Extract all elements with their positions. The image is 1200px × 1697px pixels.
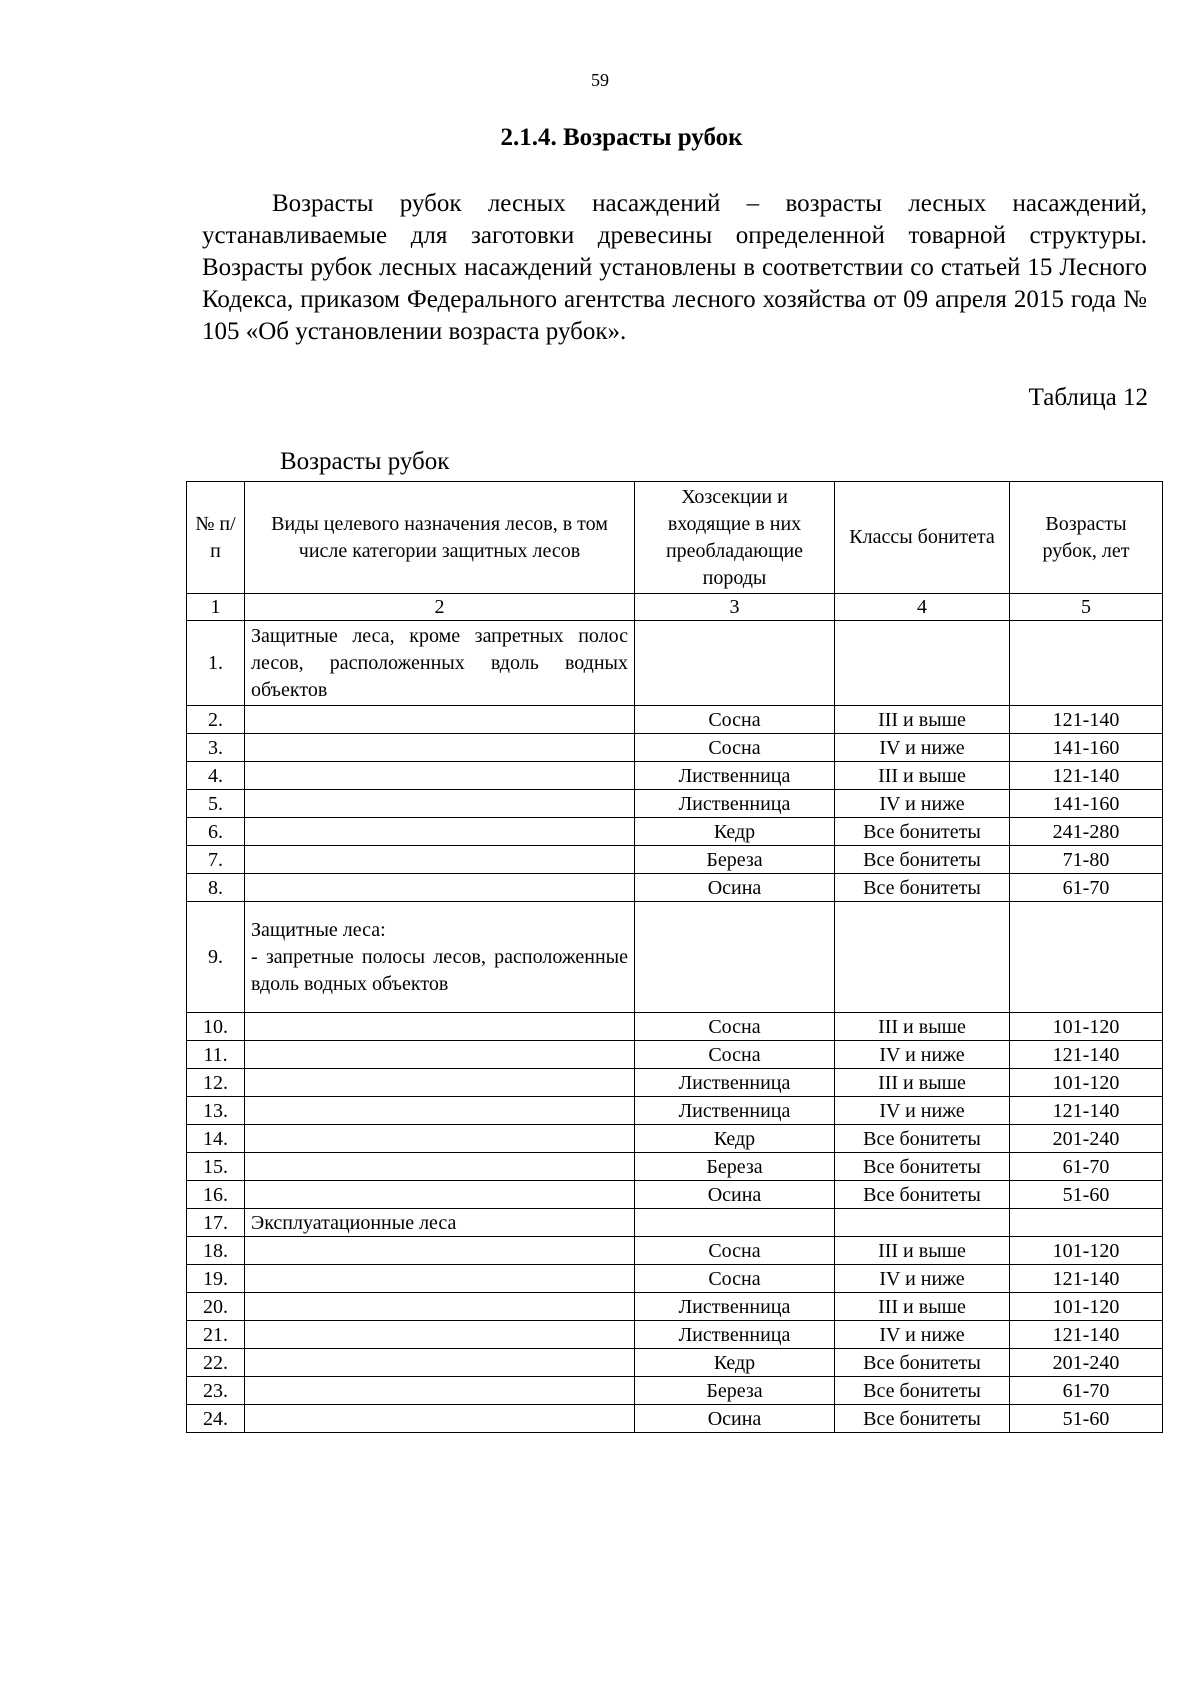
empty-cell — [245, 706, 635, 734]
site-class-cell: III и выше — [835, 1237, 1010, 1265]
table-number: Таблица 12 — [1028, 384, 1148, 411]
cutting-age-cell: 141-160 — [1010, 734, 1163, 762]
cutting-age-cell: 121-140 — [1010, 1321, 1163, 1349]
forest-purpose-cell: Эксплуатационные леса — [245, 1209, 635, 1237]
row-number: 20. — [187, 1293, 245, 1321]
header-site-class: Классы бонитета — [835, 482, 1010, 594]
table-row-group — [187, 621, 1163, 706]
empty-cell — [245, 1041, 635, 1069]
forest-purpose-text: Защитные леса, кроме запретных полос лесов, расположенных вдоль водных объектов — [251, 624, 628, 701]
empty-cell — [245, 1237, 635, 1265]
cutting-age-cell: 121-140 — [1010, 1041, 1163, 1069]
row-number: 24. — [187, 1405, 245, 1433]
row-number: 12. — [187, 1069, 245, 1097]
row-number: 19. — [187, 1265, 245, 1293]
species-cell: Лиственница — [635, 1069, 835, 1097]
cutting-age-cell: 121-140 — [1010, 1097, 1163, 1125]
row-number: 17. — [187, 1209, 245, 1237]
empty-cell — [245, 818, 635, 846]
site-class-cell: Все бонитеты — [835, 818, 1010, 846]
site-class-cell: Все бонитеты — [835, 1181, 1010, 1209]
row-number: 9. — [187, 902, 245, 1013]
site-class-cell: III и выше — [835, 1013, 1010, 1041]
cutting-ages-table — [186, 481, 1163, 1433]
cutting-age-cell: 101-120 — [1010, 1013, 1163, 1041]
species-cell: Сосна — [635, 1013, 835, 1041]
species-cell: Береза — [635, 1377, 835, 1405]
table-row — [187, 706, 1163, 734]
cutting-age-cell: 101-120 — [1010, 1293, 1163, 1321]
table-row — [187, 1125, 1163, 1153]
empty-cell — [835, 621, 1010, 706]
row-number: 7. — [187, 846, 245, 874]
cutting-age-cell: 201-240 — [1010, 1125, 1163, 1153]
species-cell: Сосна — [635, 1041, 835, 1069]
species-cell: Сосна — [635, 734, 835, 762]
empty-cell — [635, 621, 835, 706]
empty-cell — [1010, 902, 1163, 1013]
site-class-cell: IV и ниже — [835, 1321, 1010, 1349]
empty-cell — [245, 734, 635, 762]
table-row — [187, 1293, 1163, 1321]
header-species-section: Хозсекции и входящие в них преобладающие породы — [635, 482, 835, 594]
cutting-age-cell: 201-240 — [1010, 1349, 1163, 1377]
row-number: 15. — [187, 1153, 245, 1181]
cutting-age-cell: 61-70 — [1010, 1153, 1163, 1181]
forest-purpose-cell — [245, 902, 635, 1013]
species-cell: Осина — [635, 874, 835, 902]
empty-cell — [635, 1209, 835, 1237]
section-title: 2.1.4. Возрасты рубок — [500, 124, 743, 151]
species-cell: Сосна — [635, 706, 835, 734]
site-class-cell: Все бонитеты — [835, 1125, 1010, 1153]
row-number: 4. — [187, 762, 245, 790]
column-number: 2 — [245, 594, 635, 621]
table-row — [187, 1097, 1163, 1125]
empty-cell — [1010, 621, 1163, 706]
cutting-age-cell: 121-140 — [1010, 706, 1163, 734]
row-number: 11. — [187, 1041, 245, 1069]
row-number: 10. — [187, 1013, 245, 1041]
table-row — [187, 874, 1163, 902]
forest-purpose-subtext: - запретные полосы лесов, расположенные вдоль водных объектов — [251, 945, 628, 995]
row-number: 23. — [187, 1377, 245, 1405]
table-row — [187, 1349, 1163, 1377]
species-cell: Береза — [635, 1153, 835, 1181]
site-class-cell: IV и ниже — [835, 734, 1010, 762]
site-class-cell: Все бонитеты — [835, 1349, 1010, 1377]
site-class-cell: IV и ниже — [835, 1265, 1010, 1293]
site-class-cell: Все бонитеты — [835, 846, 1010, 874]
empty-cell — [245, 1069, 635, 1097]
table-row — [187, 1405, 1163, 1433]
column-number: 4 — [835, 594, 1010, 621]
column-number: 3 — [635, 594, 835, 621]
site-class-cell: IV и ниже — [835, 790, 1010, 818]
species-cell: Сосна — [635, 1237, 835, 1265]
header-forest-purpose: Виды целевого назначения лесов, в том числе категории защитных лесов — [245, 482, 635, 594]
table-row — [187, 1265, 1163, 1293]
species-cell: Лиственница — [635, 790, 835, 818]
row-number: 16. — [187, 1181, 245, 1209]
empty-cell — [835, 902, 1010, 1013]
site-class-cell: Все бонитеты — [835, 1405, 1010, 1433]
species-cell: Лиственница — [635, 1293, 835, 1321]
row-number: 13. — [187, 1097, 245, 1125]
table-row — [187, 790, 1163, 818]
forest-purpose-cell — [245, 621, 635, 706]
empty-cell — [245, 1293, 635, 1321]
row-number: 18. — [187, 1237, 245, 1265]
body-paragraph: Возрасты рубок лесных насаждений – возрасты лесных насаждений, устанавливаемые для заготовки древесины определенной товарной структуры. Возрасты рубок лесных насаждений установлены в соответствии со статьей 15 Лесного Кодекса, приказом Федерального агентства лесного хозяйства от 09 апреля 2015 года № 105 «Об установлении возраста рубок». — [202, 190, 1147, 345]
site-class-cell: Все бонитеты — [835, 1377, 1010, 1405]
column-number: 1 — [187, 594, 245, 621]
site-class-cell: Все бонитеты — [835, 1153, 1010, 1181]
empty-cell — [245, 1013, 635, 1041]
row-number: 21. — [187, 1321, 245, 1349]
table-header-row — [187, 482, 1163, 594]
table-row — [187, 1237, 1163, 1265]
table-row-group — [187, 1209, 1163, 1237]
table-row-group — [187, 902, 1163, 1013]
table-row — [187, 1181, 1163, 1209]
forest-purpose-text: Защитные леса: — [251, 918, 386, 941]
table-row — [187, 818, 1163, 846]
empty-cell — [245, 874, 635, 902]
row-number: 2. — [187, 706, 245, 734]
empty-cell — [245, 1181, 635, 1209]
table-row — [187, 846, 1163, 874]
table-row — [187, 1153, 1163, 1181]
cutting-age-cell: 101-120 — [1010, 1069, 1163, 1097]
species-cell: Сосна — [635, 1265, 835, 1293]
cutting-age-cell: 51-60 — [1010, 1405, 1163, 1433]
table-row — [187, 1041, 1163, 1069]
table-row — [187, 762, 1163, 790]
cutting-age-cell: 121-140 — [1010, 1265, 1163, 1293]
row-number: 1. — [187, 621, 245, 706]
site-class-cell: IV и ниже — [835, 1097, 1010, 1125]
table-row — [187, 1321, 1163, 1349]
cutting-age-cell: 101-120 — [1010, 1237, 1163, 1265]
row-number: 6. — [187, 818, 245, 846]
row-number: 22. — [187, 1349, 245, 1377]
header-cutting-age: Возрасты рубок, лет — [1010, 482, 1163, 594]
cutting-age-cell: 121-140 — [1010, 762, 1163, 790]
cutting-age-cell: 61-70 — [1010, 1377, 1163, 1405]
row-number: 3. — [187, 734, 245, 762]
site-class-cell: III и выше — [835, 706, 1010, 734]
table-row — [187, 1013, 1163, 1041]
species-cell: Осина — [635, 1181, 835, 1209]
header-number: № п/п — [187, 482, 245, 594]
row-number: 14. — [187, 1125, 245, 1153]
empty-cell — [245, 1097, 635, 1125]
column-number-row — [187, 594, 1163, 621]
empty-cell — [635, 902, 835, 1013]
cutting-age-cell: 241-280 — [1010, 818, 1163, 846]
species-cell: Кедр — [635, 1125, 835, 1153]
species-cell: Кедр — [635, 818, 835, 846]
site-class-cell: IV и ниже — [835, 1041, 1010, 1069]
empty-cell — [245, 1153, 635, 1181]
site-class-cell: III и выше — [835, 762, 1010, 790]
table-row — [187, 1069, 1163, 1097]
species-cell: Лиственница — [635, 1097, 835, 1125]
table-row — [187, 734, 1163, 762]
empty-cell — [245, 790, 635, 818]
species-cell: Лиственница — [635, 762, 835, 790]
species-cell: Осина — [635, 1405, 835, 1433]
column-number: 5 — [1010, 594, 1163, 621]
page-number: 59 — [591, 70, 609, 90]
empty-cell — [245, 1265, 635, 1293]
cutting-age-cell: 51-60 — [1010, 1181, 1163, 1209]
species-cell: Лиственница — [635, 1321, 835, 1349]
empty-cell — [245, 1125, 635, 1153]
empty-cell — [245, 1405, 635, 1433]
cutting-age-cell: 141-160 — [1010, 790, 1163, 818]
site-class-cell: III и выше — [835, 1293, 1010, 1321]
empty-cell — [245, 1321, 635, 1349]
row-number: 5. — [187, 790, 245, 818]
species-cell: Береза — [635, 846, 835, 874]
empty-cell — [1010, 1209, 1163, 1237]
table-row — [187, 1377, 1163, 1405]
cutting-age-cell: 61-70 — [1010, 874, 1163, 902]
table-caption: Возрасты рубок — [280, 448, 450, 475]
empty-cell — [835, 1209, 1010, 1237]
empty-cell — [245, 762, 635, 790]
empty-cell — [245, 1349, 635, 1377]
empty-cell — [245, 846, 635, 874]
site-class-cell: III и выше — [835, 1069, 1010, 1097]
empty-cell — [245, 1377, 635, 1405]
species-cell: Кедр — [635, 1349, 835, 1377]
site-class-cell: Все бонитеты — [835, 874, 1010, 902]
row-number: 8. — [187, 874, 245, 902]
cutting-age-cell: 71-80 — [1010, 846, 1163, 874]
